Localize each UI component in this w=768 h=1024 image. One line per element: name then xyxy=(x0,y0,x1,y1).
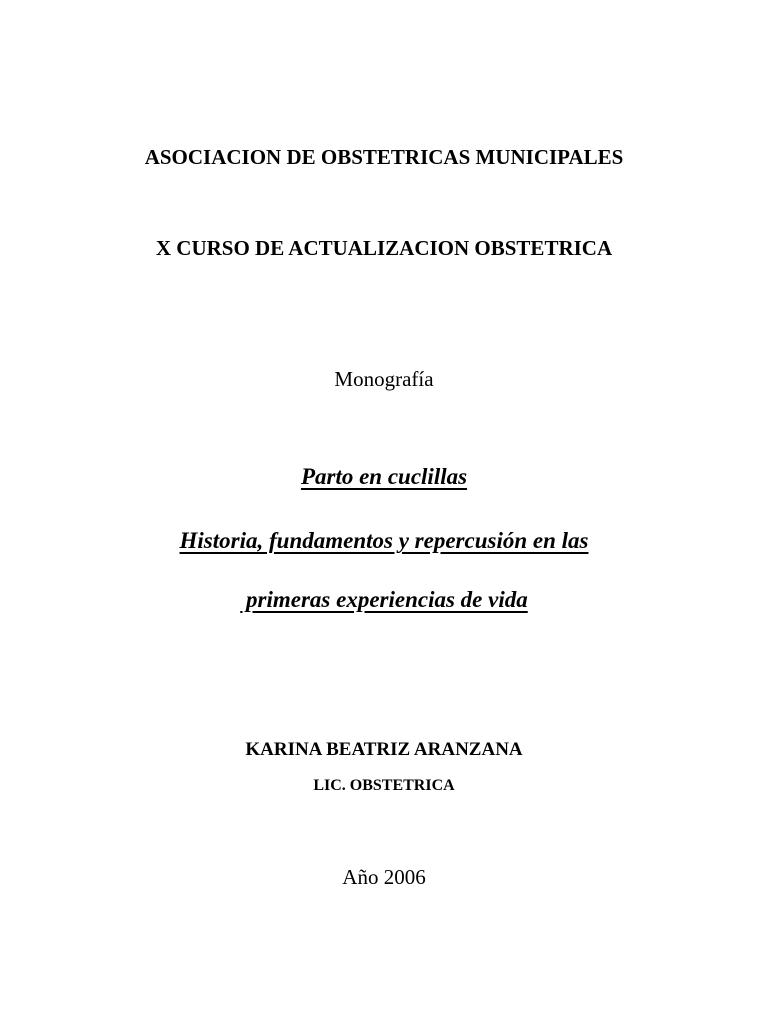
title-line-2 xyxy=(0,529,768,552)
author-credential: LIC. OBSTETRICA xyxy=(313,777,455,794)
title-line-1-text: Parto en cuclillas xyxy=(300,464,468,489)
document-year: Año 2006 xyxy=(342,865,426,889)
title-line-3 xyxy=(0,588,768,611)
course-heading: X CURSO DE ACTUALIZACION OBSTETRICA xyxy=(155,236,613,260)
title-line-3-text: primeras experiencias de vida xyxy=(240,587,528,612)
title-line-1 xyxy=(0,465,768,488)
document-type: Monografía xyxy=(334,367,434,391)
author-name: KARINA BEATRIZ ARANZANA xyxy=(245,739,523,760)
organization-heading: ASOCIACION DE OBSTETRICAS MUNICIPALES xyxy=(144,145,624,169)
title-line-2-text: Historia, fundamentos y repercusión en las xyxy=(179,528,589,553)
